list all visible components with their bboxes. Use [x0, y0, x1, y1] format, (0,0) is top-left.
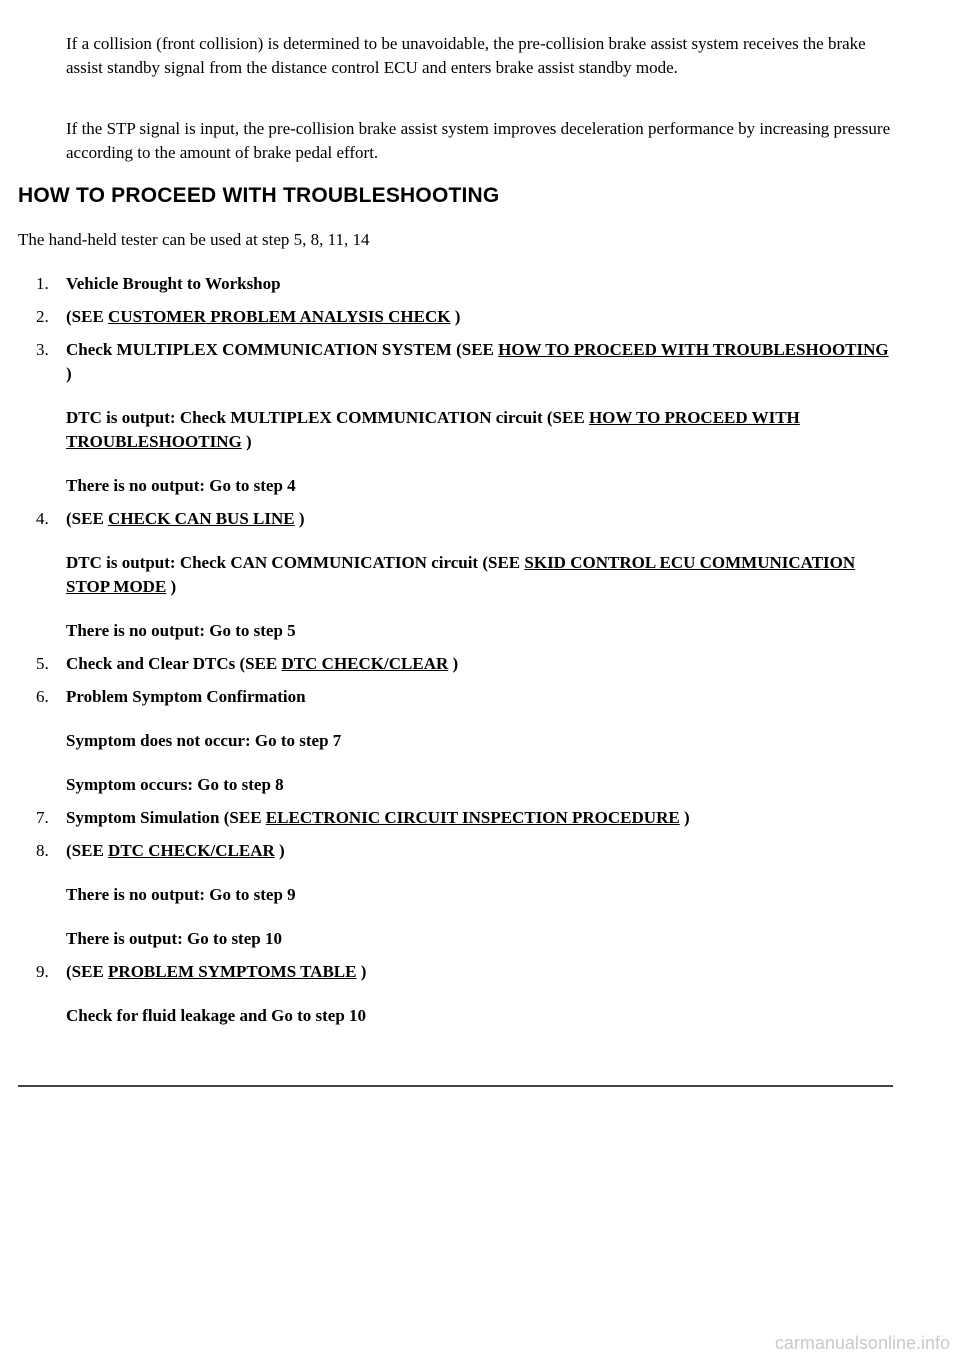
check-can-bus-line-link[interactable]: CHECK CAN BUS LINE	[108, 509, 295, 528]
step-number: 8.	[36, 841, 49, 860]
intro-paragraph-2: If the STP signal is input, the pre-collision brake assist system improves deceleration performance by increasing pressure according to the amount of brake pedal effort.	[66, 119, 891, 162]
step-text	[66, 338, 898, 386]
how-to-proceed-link[interactable]: HOW TO PROCEED WITH TROUBLESHOOTING	[498, 340, 889, 359]
step-text	[66, 507, 898, 531]
electronic-circuit-inspection-link[interactable]: ELECTRONIC CIRCUIT INSPECTION PROCEDURE	[265, 808, 680, 827]
step-text	[66, 960, 898, 984]
step-5	[18, 652, 898, 676]
step-text-prefix: Check and Clear DTCs (SEE	[66, 654, 282, 673]
step-text	[66, 839, 898, 863]
step-text	[66, 652, 898, 676]
skid-control-ecu-link[interactable]: SKID CONTROL ECU COMMUNICATION STOP MODE	[66, 553, 856, 596]
step-condition-symptom: Symptom occurs: Go to step 8	[66, 775, 284, 794]
step-condition-no-output: There is no output: Go to step 9	[66, 885, 296, 904]
step-number: 4.	[36, 509, 49, 528]
step-text-suffix: )	[679, 808, 690, 827]
section-heading: HOW TO PROCEED WITH TROUBLESHOOTING	[18, 184, 500, 207]
step-text	[66, 305, 898, 329]
step-9	[18, 960, 898, 1028]
step-4	[18, 507, 898, 643]
problem-symptoms-table-link[interactable]: PROBLEM SYMPTOMS TABLE	[108, 962, 357, 981]
step-condition-no-symptom: Symptom does not occur: Go to step 7	[66, 731, 342, 750]
step-text-suffix: )	[356, 962, 367, 981]
step-text-prefix: (SEE	[66, 307, 109, 326]
step-text-suffix: )	[448, 654, 459, 673]
multiplex-how-to-proceed-link[interactable]: HOW TO PROCEED WITH TROUBLESHOOTING	[66, 408, 800, 451]
step-condition-fluid-leakage: Check for fluid leakage and Go to step 10	[66, 1006, 367, 1025]
condition-prefix: DTC is output: Check MULTIPLEX COMMUNICATION circuit (SEE	[66, 408, 589, 427]
tester-note: The hand-held tester can be used at step 5, 8, 11, 14	[18, 230, 370, 249]
dtc-check-clear-link[interactable]: DTC CHECK/CLEAR	[281, 654, 449, 673]
step-text-suffix: )	[66, 364, 72, 383]
troubleshooting-steps	[18, 272, 898, 1037]
condition-suffix: )	[166, 577, 177, 596]
step-text-suffix: )	[450, 307, 461, 326]
step-number: 3.	[36, 340, 49, 359]
condition-prefix: DTC is output: Check CAN COMMUNICATION circuit (SEE	[66, 553, 525, 572]
step-1	[18, 272, 898, 296]
step-number: 2.	[36, 307, 49, 326]
dtc-check-clear-link[interactable]: DTC CHECK/CLEAR	[108, 841, 275, 860]
step-text-prefix: (SEE	[66, 962, 109, 981]
horizontal-divider	[18, 1085, 893, 1087]
step-text-prefix: Check MULTIPLEX COMMUNICATION SYSTEM (SEE	[66, 340, 499, 359]
step-condition-output: There is output: Go to step 10	[66, 929, 282, 948]
step-text: Problem Symptom Confirmation	[66, 687, 306, 706]
condition-suffix: )	[241, 432, 252, 451]
step-text-prefix: (SEE	[66, 841, 109, 860]
step-number: 1.	[36, 274, 49, 293]
step-condition-dtc-output	[66, 551, 898, 599]
step-condition-no-output: There is no output: Go to step 4	[66, 476, 296, 495]
step-condition-no-output: There is no output: Go to step 5	[66, 621, 296, 640]
step-text	[66, 806, 898, 830]
step-text-suffix: )	[294, 509, 305, 528]
step-text-prefix: (SEE	[66, 509, 109, 528]
step-number: 6.	[36, 687, 49, 706]
step-number: 5.	[36, 654, 49, 673]
step-number: 9.	[36, 962, 49, 981]
step-3	[18, 338, 898, 498]
step-text-suffix: )	[274, 841, 285, 860]
step-text-prefix: Symptom Simulation (SEE	[66, 808, 266, 827]
step-text: Vehicle Brought to Workshop	[66, 274, 281, 293]
intro-paragraph-1: If a collision (front collision) is determined to be unavoidable, the pre-collision brake assist system receives the brake assist standby signal from the distance control ECU and enters brake assist standby mode.	[66, 34, 866, 77]
site-watermark: carmanualsonline.info	[774, 1333, 950, 1353]
step-condition-dtc-output	[66, 406, 898, 454]
step-8	[18, 839, 898, 951]
step-2	[18, 305, 898, 329]
step-6	[18, 685, 898, 797]
customer-problem-analysis-check-link[interactable]: CUSTOMER PROBLEM ANALYSIS CHECK	[108, 307, 451, 326]
step-number: 7.	[36, 808, 49, 827]
step-7	[18, 806, 898, 830]
